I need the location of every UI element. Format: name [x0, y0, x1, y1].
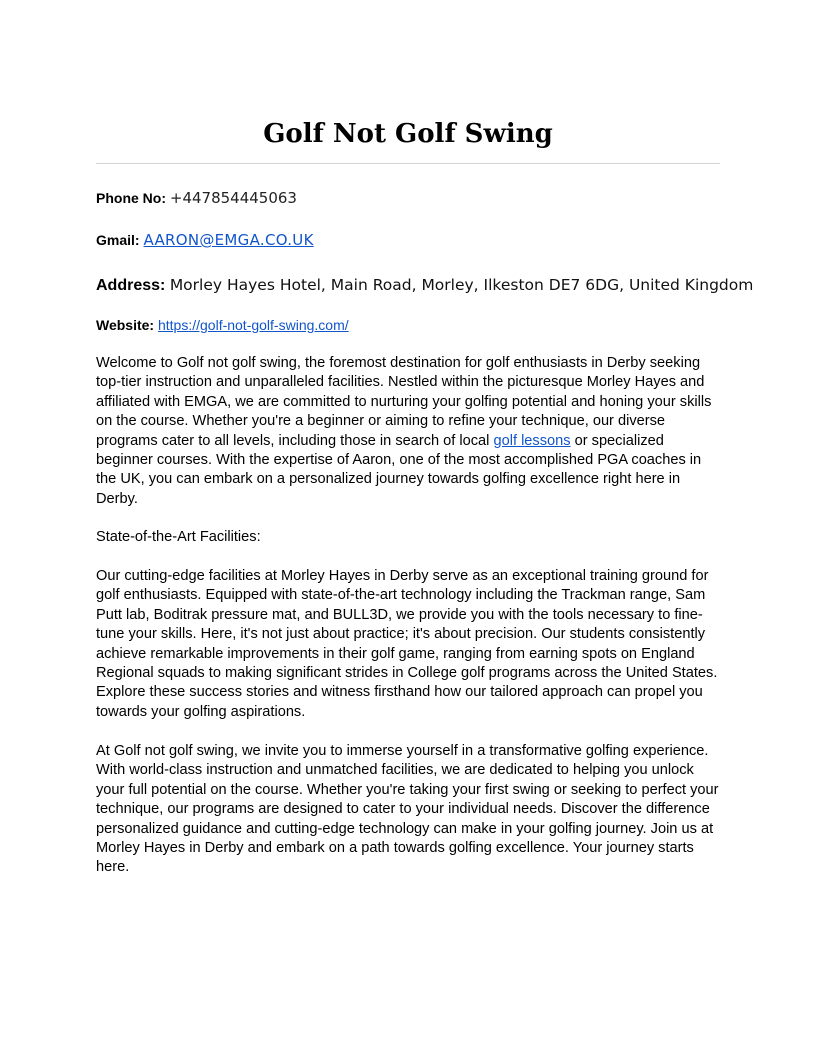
- gmail-row: [96, 229, 314, 251]
- website-link[interactable]: https://golf-not-golf-swing.com/: [157, 317, 349, 333]
- gmail-link[interactable]: AARON@EMGA.CO.UK: [143, 231, 314, 249]
- facilities-paragraph: Our cutting-edge facilities at Morley Hayes in Derby serve as an exceptional training ground for golf enthusiasts. Equipped with state-of-the-art technology including the Trackman range, Sam Putt lab, Boditrak pressure mat, and BULL3D, we provide you with the tools necessary to fine-tune your skills. Here, it's not just about practice; it's about precision. Our students consistently achieve remarkable improvements in their golf game, ranging from earning spots on England Regional squads to making significant strides in College golf programs across the United States. Explore these success stories and witness firsthand how our tailored approach can propel you towards your golfing aspirations.: [96, 568, 718, 720]
- intro-text-after-link: or specialized beginner courses. With the expertise of Aaron, one of the most accomplished PGA coaches in the UK, you can embark on a personalized journey towards golfing excellence right here in Derby.: [96, 432, 702, 507]
- page-title: Golf Not Golf Swing: [263, 119, 553, 149]
- phone-row: [96, 187, 297, 209]
- address-value: Morley Hayes Hotel, Main Road, Morley, Ilkeston DE7 6DG, United Kingdom: [169, 276, 754, 294]
- intro-text-before-link: Welcome to Golf not golf swing, the foremost destination for golf enthusiasts in Derby seeking top-tier instruction and unparalleled facilities. Nestled within the picturesque Morley Hayes and affiliated with EMGA, we are committed to nurturing your golfing potential and honing your skills on the course. Whether you're a beginner or aiming to refine your technique, our diverse programs cater to all levels, including those in search of local: [96, 355, 712, 449]
- intro-paragraph: [96, 354, 722, 509]
- golf-lessons-link[interactable]: golf lessons: [493, 432, 571, 449]
- facilities-heading: State-of-the-Art Facilities:: [96, 529, 261, 545]
- address-label: Address:: [96, 277, 166, 294]
- closing-paragraph: At Golf not golf swing, we invite you to immerse yourself in a transformative golfing experience. With world-class instruction and unmatched facilities, we are dedicated to helping you unlock your full potential on the course. Whether you're taking your first swing or seeking to perfect your technique, our programs are designed to cater to your individual needs. Discover the difference personalized guidance and cutting-edge technology can make in your golfing journey. Join us at Morley Hayes in Derby and embark on a path towards golfing excellence. Your journey starts here.: [96, 743, 719, 876]
- website-label: Website:: [96, 317, 155, 333]
- title-divider: [96, 163, 720, 164]
- website-row: [96, 314, 349, 336]
- gmail-label: Gmail:: [96, 232, 140, 248]
- address-row: [96, 273, 753, 298]
- phone-value: +447854445063: [169, 189, 297, 207]
- phone-label: Phone No:: [96, 190, 166, 206]
